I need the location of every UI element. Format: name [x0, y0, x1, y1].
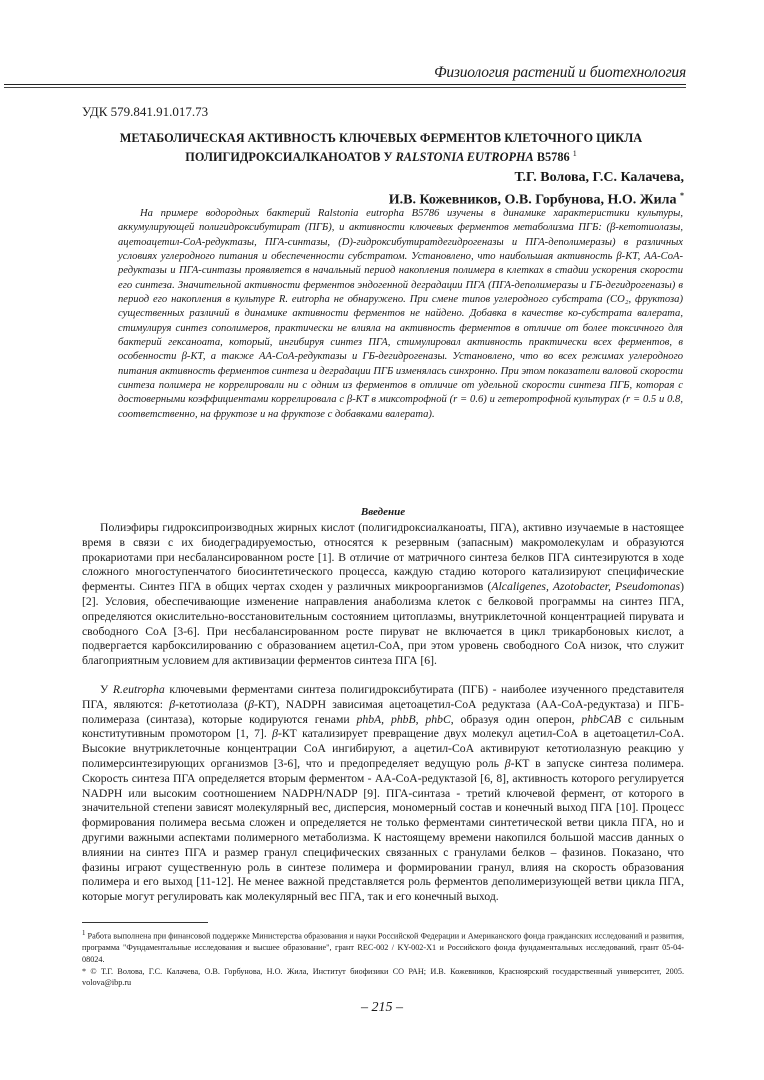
p2-c: -кетотиолаза ( — [175, 697, 249, 711]
header-rule-thick — [4, 84, 686, 85]
title-line-2 — [78, 146, 684, 165]
paragraph-1-part-b: ) [2]. Условия, обеспечивающие изменение направления анаболизма клеток с белковой программы на синтез ПГА, определяются окислительно-восстановительным состоянием цитоплазмы, внутриклеточной концентрацией пирувата и свободного CoA [3-6]. При несбалансированном росте пируват не включается в цикл трикарбоновых кислот, а подвергается карбоксилированию с образованием ацетил-CoA, при этом уровень свободного CoA низок, что служит благоприятным условием для активизации ферментов синтеза ПГА [6]. — [82, 580, 685, 668]
authors-line-1: Т.Г. Волова, Г.С. Калачева, — [514, 170, 684, 185]
title-line-1: МЕТАБОЛИЧЕСКАЯ АКТИВНОСТЬ КЛЮЧЕВЫХ ФЕРМЕНТОВ КЛЕТОЧНОГО ЦИКЛА — [119, 131, 643, 145]
page-number: – 215 – — [361, 1000, 403, 1015]
footnote-2: * © Т.Г. Волова, Г.С. Калачева, О.В. Горбунова, Н.О. Жила, Институт биофизики СО РАН; И.В. Кожевников, Красноярский государственный университет, 2005. volova@ibp.ru — [82, 966, 684, 988]
p2-f: с сильным конститутивным промотором [1, 7]. — [82, 712, 685, 741]
title-line-2-start: ПОЛИГИДРОКСИАЛКАНОАТОВ У — [185, 150, 396, 165]
p2-g: -КТ катализирует превращение двух молекул ацетил-CoA в ацетоацетил-CoA. Высокие внутриклеточные концентрации CoA ингибируют, а ацетил-CoA активируют кетотиолазную реакцию у полимерсинтезирующих организмов [3-6], что и предопределяет ведущую роль — [82, 727, 684, 770]
p2-genes: phbA, phbB, phbC — [356, 712, 451, 726]
udk-code: УДК 579.841.91.017.73 — [82, 104, 209, 119]
footnotes — [82, 928, 684, 989]
abstract: На примере водородных бактерий Ralstonia eutropha B5786 изучены в динамике характеристики культуры, аккумулирующей полигидроксибутират (ПГБ), и активности ключевых ферментов метаболизма ПГБ: (β-кетотиолазы, ацетоацетил-CoA-редуктазы, ПГА-синтазы, (D)-гидроксибутиратдегидрогеназы и ПГА-деполимеразы) в различных условиях углеродного питания и обеспеченности субстратом. Установлено, что наибольшая активность β-КТ, АА-CoA-редуктазы и ПГА-синтазы проявляется в начальный период накопления полимера в клетках в стадии ускорения скорости его синтеза. Значительной активности ферментов эндогенной деградации ПГА (ПГА-деполимеразы и ГБ-дегидрогеназы) в период его накопления в культуре R. eutropha не обнаружено. При смене типов углеродного субстрата (CO₂, фруктоза) существенных различий в динамике активности ферментов не найдено. Добавка в качестве ко-субстрата валерата, стимулируя синтез сополимеров, практически не влияла на активность ферментов в отличие от более токсичного для бактерий гексаноата, который, ингибируя синтез ПГА, стимулировал активность практически всех ферментов, в особенности β-КТ, а также АА-CoA-редуктазы и ГБ-дегидрогеназы. Установлено, что во всех режимах углеродного питания активность ферментов синтеза и деградации ПГБ изменялась синхронно. При этом показатели валовой скорости синтеза полимера не коррелировали ни с одним из ферментов в отличие от удельной скорости синтеза ПГБ, которая с достоверными коэффициентами коррелировала с β-КТ в миксотрофной (r = 0.6) и гетеротрофной культурах (r = 0.5 и 0.8, соответственно, на фруктозе и на фруктозе с добавками валерата). — [118, 208, 683, 420]
p2-e: , образуя один оперон, — [450, 712, 582, 726]
p2-beta-4: β — [504, 756, 511, 770]
p2-beta-1: β — [169, 697, 176, 711]
p2-h: -КТ в запуске синтеза полимера. Скорость синтеза ПГА определяется вторым ферментом - АА-CoA-редуктазой [6, 8], активность которого регулируется NADPH или высоким соотношением NADPH/NADP [9]. ПГА-синтаза - третий ключевой фермент, от которого в значительной степени зависят молекулярный вес, дисперсия, мономерный состав и конечный выход ПГА [10]. Процесс формирования полимера весьма сложен и определяется не только ферментами синтетической ветви цикла ПГА, но и другими важными аспектами полимерного метаболизма. К настоящему времени накопился большой массив данных о влиянии на синтез ПГА и размер гранул специфических связанных с гранулами белков – фазинов. Показано, что фазины играют существенную роль в синтезе полимера и формировании гранул, влияя на скорость образования полимера и его выход [11-12]. Не менее важной представляется роль ферментов деполимеризующей ветви цикла ПГА, которые могут регулировать как молекулярный вес ПГА, так и его конечный выход. — [82, 756, 684, 904]
section-title-introduction: Введение — [360, 506, 406, 518]
running-header-block — [394, 64, 686, 82]
article-title — [78, 131, 684, 165]
p2-beta-2: β — [248, 697, 254, 711]
running-header: Физиология растений и биотехнология — [434, 64, 686, 81]
authors — [240, 169, 684, 210]
paragraph-1-organisms: Alcaligenes, Azotobacter, Pseudomonas — [491, 580, 681, 594]
title-line-2-end: B5786 — [533, 150, 570, 165]
authors-mark: * — [680, 191, 684, 200]
p2-d: -КТ), NADPH зависимая ацетоацетил-CoA редуктаза (АА-CoA-редуктаза) и ПГБ-полимераза (синтаза), которые кодируются генами — [82, 697, 685, 726]
footnote-1 — [82, 928, 684, 966]
paragraph-1 — [82, 521, 684, 669]
p2-b: ключевыми ферментами синтеза полигидроксибутирата (ПГБ) - наиболее изученного представителя ПГА, являются: — [82, 683, 684, 711]
authors-line-2-text: И.В. Кожевников, О.В. Горбунова, Н.О. Жила — [388, 192, 677, 208]
footnote-1-text: Работа выполнена при финансовой поддержке Министерства образования и науки Российской Федерации и Американского фонда гражданских исследований и развития, программа "Фундаментальные исследования и высшее образование", грант REC-002 / KY-002-X1 и Российского фонда фундаментальных исследований, грант 05-04-08024. — [82, 931, 684, 964]
header-rule-thin — [4, 87, 686, 88]
p2-operon: phbCAB — [581, 712, 621, 726]
title-footnote-mark: 1 — [572, 149, 577, 158]
footnote-rule — [82, 922, 208, 923]
p2-a: У — [100, 683, 113, 696]
title-organism: RALSTONIA EUTROPHA — [395, 150, 534, 165]
paragraph-2 — [82, 683, 684, 905]
footnote-1-mark: 1 — [82, 930, 86, 937]
paragraph-1-part-a: Полиэфиры гидроксипроизводных жирных кислот (полигидроксиалканоаты, ПГА), активно изучаемые в настоящее время в связи с их биодеградируемостью, относятся к резервным (запасным) макромолекулам и образуются прокариотами при несбалансированном росте [1]. В отличие от матричного синтеза белков ПГА синтезируются в ходе сложного многоступенчатого биосинтетического процесса, каждую стадию которого катализируют специфические ферменты. Синтез ПГА в общих чертах сходен у различных микроорганизмов ( — [82, 521, 684, 594]
p2-organism: R.eutropha — [112, 683, 165, 696]
p2-beta-3: β — [272, 727, 278, 741]
